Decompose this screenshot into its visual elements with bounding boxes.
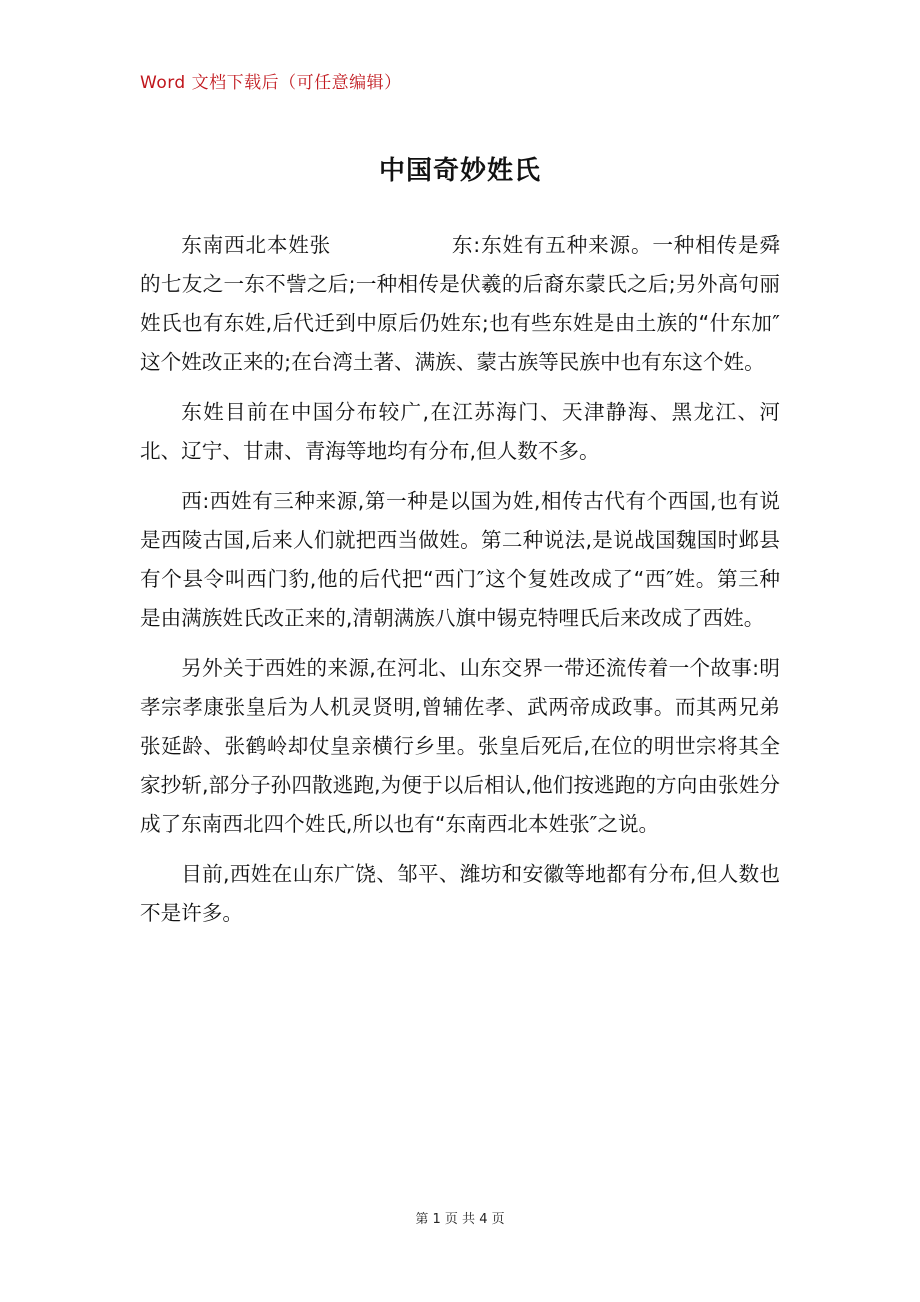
document-body [140, 226, 780, 933]
paragraph-1-lead: 东南西北本姓张 [181, 233, 332, 257]
document-title: 中国奇妙姓氏 [378, 156, 541, 186]
paragraph-2: 东姓目前在中国分布较广,在江苏海门、天津静海、黑龙江、河北、辽宁、甘肃、青海等地均有分布,但人数不多。 [140, 400, 780, 463]
document-header-note: Word 文档下载后（可任意编辑） [140, 73, 402, 93]
paragraph-1 [140, 226, 780, 382]
page-number: 第 1 页 共 4 页 [415, 1212, 505, 1227]
paragraph-1-text: 东:东姓有五种来源。一种相传是舜的七友之一东不訾之后;一种相传是伏羲的后裔东蒙氏之后;另外高句丽姓氏也有东姓,后代迁到中原后仍姓东;也有些东姓是由土族的“什东加″这个姓改正来的;在台湾土著、满族、蒙古族等民族中也有东这个姓。 [140, 233, 781, 374]
paragraph-3: 西:西姓有三种来源,第一种是以国为姓,相传古代有个西国,也有说是西陵古国,后来人们就把西当做姓。第二种说法,是说战国魏国时邺县有个县令叫西门豹,他的后代把“西门″这个复姓改成了“西″姓。第三种是由满族姓氏改正来的,清朝满族八旗中锡克特哩氏后来改成了西姓。 [140, 489, 780, 630]
paragraph-5: 目前,西姓在山东广饶、邹平、潍坊和安徽等地都有分布,但人数也不是许多。 [140, 862, 780, 925]
paragraph-4: 另外关于西姓的来源,在河北、山东交界一带还流传着一个故事:明孝宗孝康张皇后为人机灵贤明,曾辅佐孝、武两帝成政事。而其两兄弟张延龄、张鹤岭却仗皇亲横行乡里。张皇后死后,在位的明世宗将其全家抄斩,部分子孙四散逃跑,为便于以后相认,他们按逃跑的方向由张姓分成了东南西北四个姓氏,所以也有“东南西北本姓张″之说。 [140, 656, 780, 836]
